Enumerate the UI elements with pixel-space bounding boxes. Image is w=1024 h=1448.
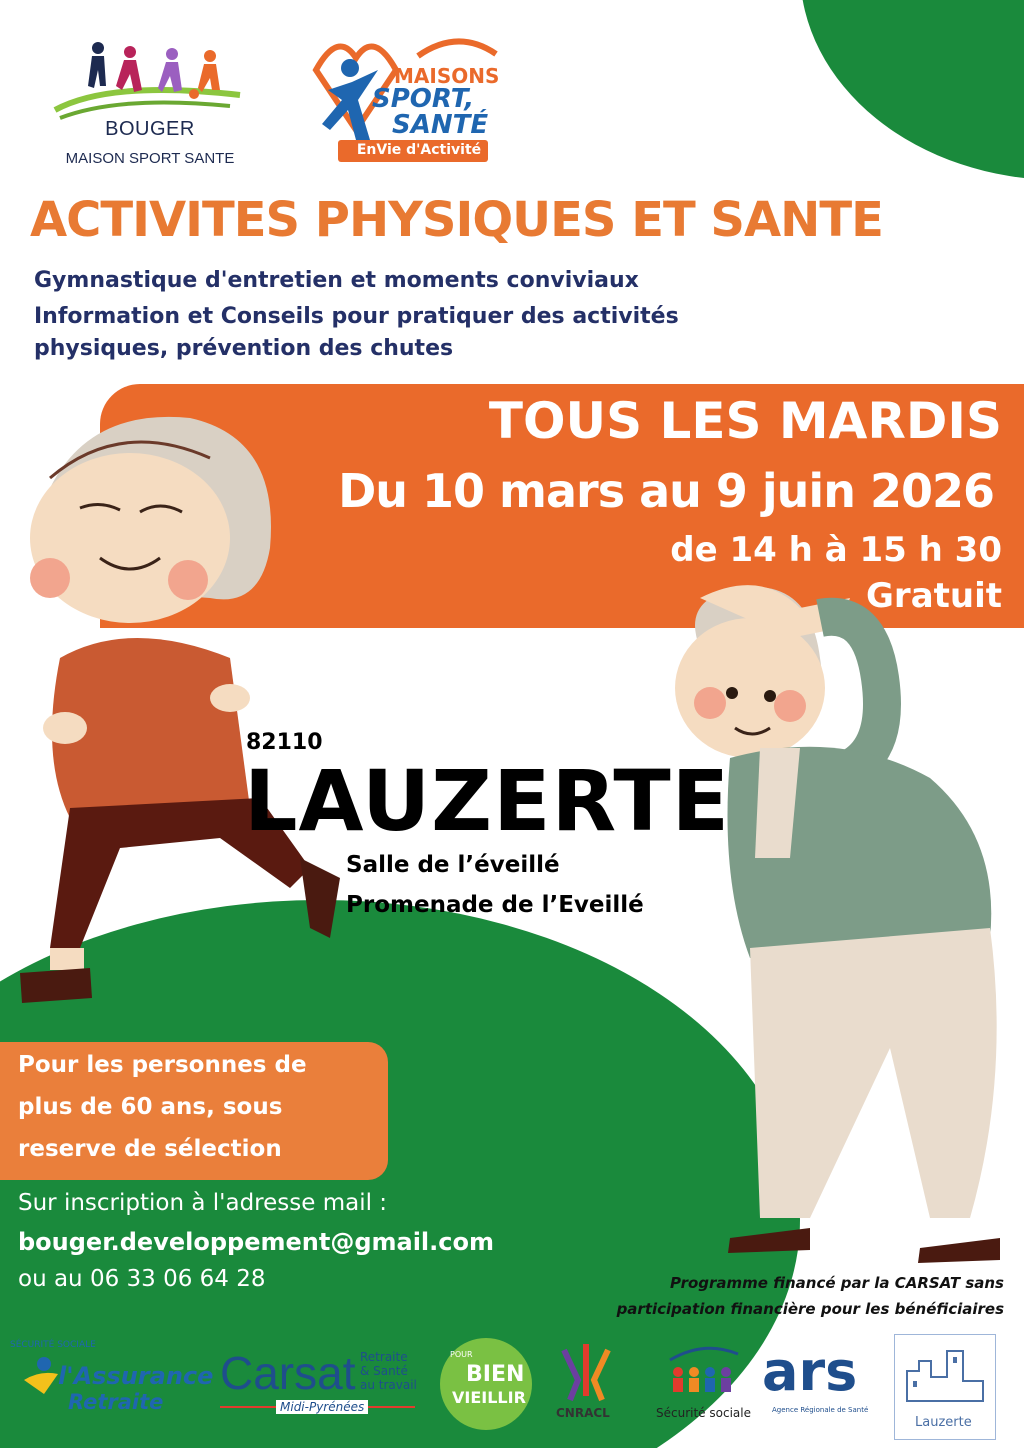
eligibility-line-1: Pour les personnes de [18,1052,307,1078]
cnracl-figures-icon [556,1340,616,1402]
carsat-side-2: & Santé [360,1364,408,1378]
venue-line-2: Promenade de l’Eveillé [346,892,644,918]
bien-vieillir-pour: POUR [450,1350,473,1359]
ars-name: ars [762,1340,858,1403]
securite-sociale-label: Sécurité sociale [656,1406,751,1420]
carsat-name: Carsat [220,1347,356,1399]
securite-sociale-logo [652,1340,752,1430]
bouger-logo-title: BOUGER [105,118,195,140]
mss-logo-tagline: EnVie d'Activité [356,142,482,158]
assurance-retraite-logo [10,1334,214,1434]
funding-line-2: participation financière pour les bénéficiaires [616,1300,1004,1318]
lauzerte-town-label: Lauzerte [915,1415,972,1430]
grandma-side-bend-illustration [640,578,1020,1278]
mss-logo-line1: MAISONS [394,64,500,88]
schedule-dates: Du 10 mars au 9 juin 2026 [338,464,994,518]
carsat-side-1: Retraite [360,1350,408,1364]
postal-code: 82110 [246,730,323,755]
carsat-side-3: au travail [360,1378,417,1392]
assurance-retraite-line1: l'Assurance [58,1362,214,1390]
schedule-price: Gratuit [866,576,1002,616]
ars-logo [760,1340,878,1430]
mss-logo-line3: SANTÉ [392,110,489,140]
contact-intro: Sur inscription à l'adresse mail : [18,1190,388,1216]
carsat-logo [220,1346,420,1426]
bouger-logo-subtitle: MAISON SPORT SANTE [65,150,235,167]
bien-vieillir-line2: VIEILLIR [452,1388,526,1407]
bien-vieillir-line1: BIEN [466,1362,525,1387]
cnracl-label: CNRACL [556,1406,610,1420]
subtitle-line-2: Information et Conseils pour pratiquer des activités [34,304,679,329]
funding-line-1: Programme financé par la CARSAT sans [670,1274,1004,1292]
venue-line-1: Salle de l’éveillé [346,852,560,878]
securite-sociale-people-icon [664,1340,744,1396]
corner-green-shape [800,0,1024,180]
cnracl-logo [552,1340,622,1430]
assurance-retraite-figure-icon [20,1356,60,1396]
subtitle-line-1: Gymnastique d'entretien et moments conviviaux [34,268,639,293]
main-title: ACTIVITES PHYSIQUES ET SANTE [30,192,883,248]
contact-email[interactable]: bouger.developpement@gmail.com [18,1228,494,1256]
eligibility-line-3: reserve de sélection [18,1136,282,1162]
schedule-day: TOUS LES MARDIS [488,392,1002,450]
city-name: LAUZERTE [244,752,731,850]
assurance-retraite-line2: Retraite [68,1390,164,1414]
ars-subtitle: Agence Régionale de Santé [772,1406,869,1414]
schedule-hours: de 14 h à 15 h 30 [670,530,1002,570]
subtitle-line-3: physiques, prévention des chutes [34,336,454,361]
contact-phone[interactable]: ou au 06 33 06 64 28 [18,1266,266,1292]
mss-logo-line2: SPORT, [372,84,475,114]
lauzerte-town-logo [894,1334,996,1440]
carsat-region: Midi-Pyrénées [276,1400,368,1414]
grandma-stretching-illustration [10,408,350,1008]
lauzerte-town-icon [903,1341,987,1405]
eligibility-line-2: plus de 60 ans, sous [18,1094,283,1120]
assurance-retraite-small: SÉCURITÉ SOCIALE [10,1340,96,1350]
bien-vieillir-logo [440,1338,532,1430]
partner-logos-strip [0,1330,1024,1448]
